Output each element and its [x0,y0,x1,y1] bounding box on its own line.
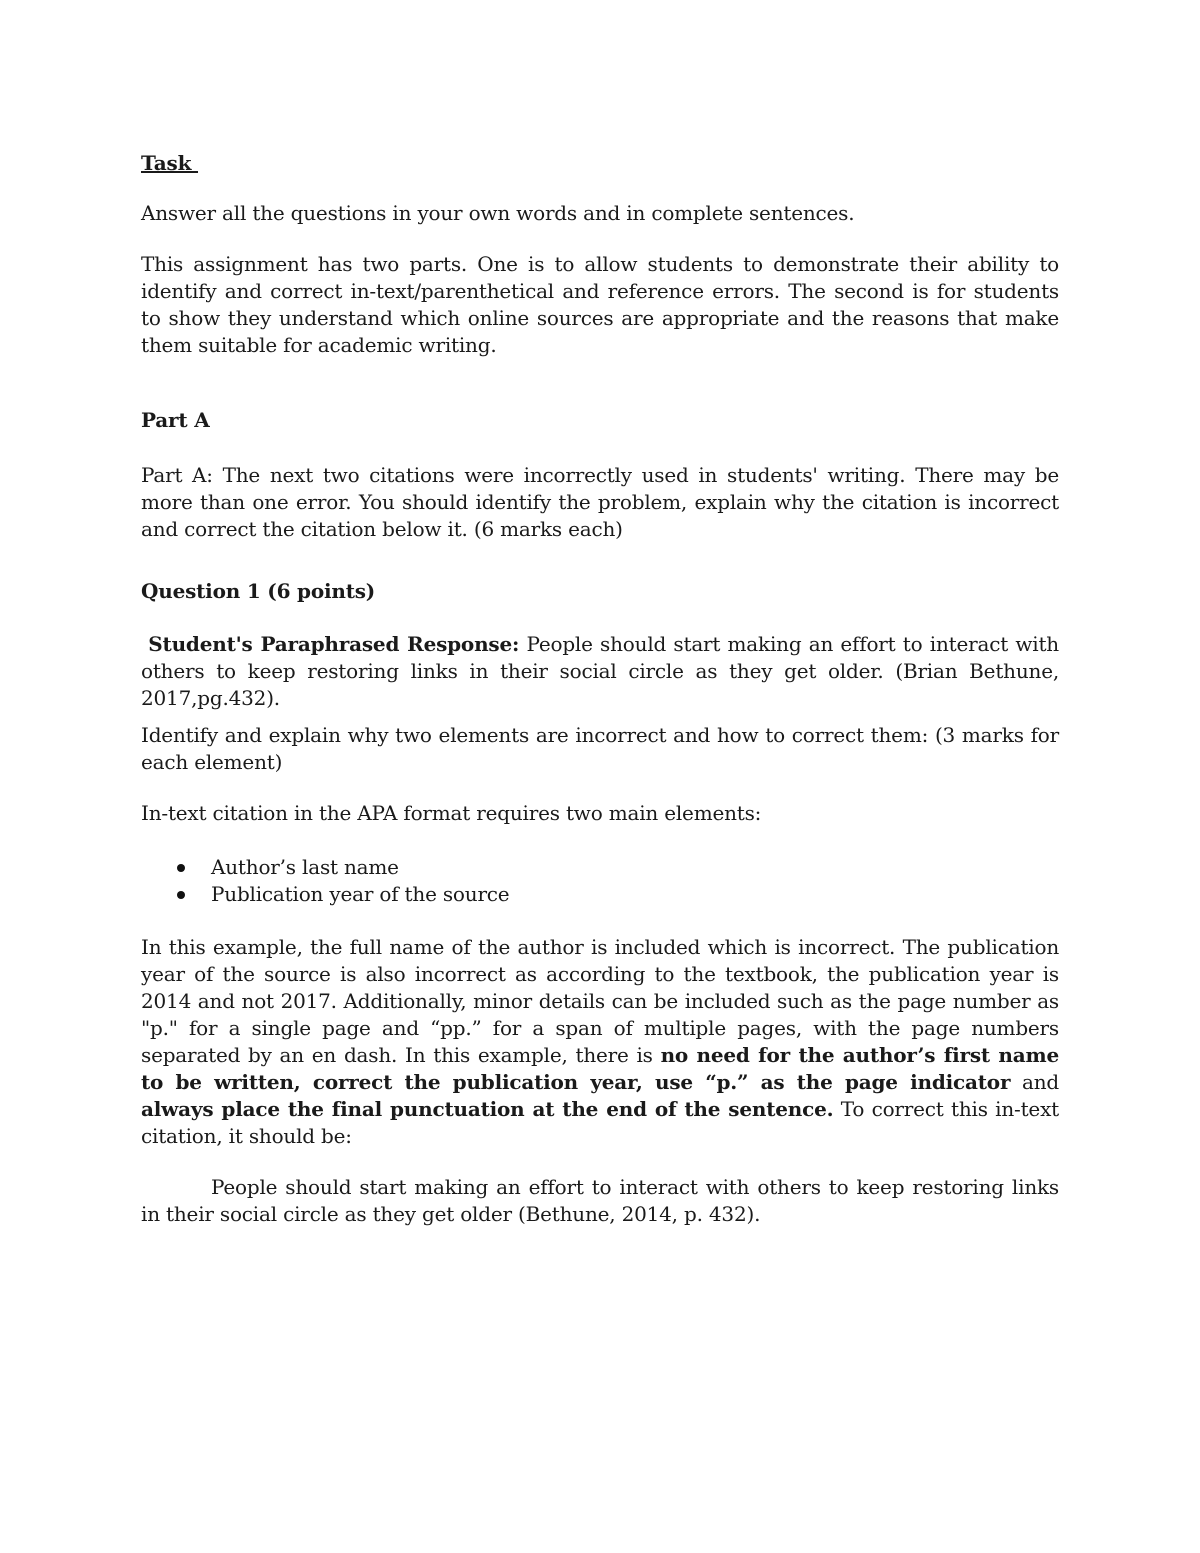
explanation-text: and [1010,1070,1059,1094]
explanation-emphasis: use “p.” as the page indicator [654,1070,1011,1094]
task-intro: This assignment has two parts. One is to allow students to demonstrate their ability to identify and correct in-text/parenthetical and reference errors. The second is for students to show they understand which online sources are appropriate and the reasons that make them suitable for academic writing. [141,252,1059,357]
task-instruction: Answer all the questions in your own words and in complete sentences. [141,201,855,225]
explanation-emphasis: no need for the author’s first name to be written [141,1043,1060,1094]
explanation-emphasis: always place the final punctuation at the end of the sentence. [141,1097,834,1121]
explanation-text: In this example, the full name of the author is included which is incorrect. The publication year of the source is also incorrect as according to the textbook, the publication year is 2014 and not 2017. Additionally, minor details can be included such as the page number as "p." for a single page and “pp.” for a span of multiple pages, with the page numbers separated by an en dash. In this example, there is [141,935,1059,1067]
student-response-text: People should start making an effort to interact with others to keep restoring links in their social circle as they get older. (Brian Bethune, 2017,pg.432). [141,632,1059,710]
list-item [141,881,1059,908]
explanation-text: To correct this in-text citation, it should be: [141,1097,1059,1148]
task-heading: Task [141,151,199,175]
apa-intro: In-text citation in the APA format requires two main elements: [141,801,762,825]
part-a-heading: Part A [141,408,210,432]
list-item-text: Publication year of the source [211,882,510,906]
student-response [141,631,1059,712]
student-response-label: Student's Paraphrased Response: [148,632,520,656]
bullet-icon [177,891,185,899]
list-item [141,854,1059,881]
bullet-icon [177,864,185,872]
explanation-paragraph [141,934,1059,1150]
explanation-separator: , [635,1070,655,1094]
question-1-prompt: Identify and explain why two elements are incorrect and how to correct them: (3 marks for each element) [141,723,1059,774]
part-a-description: Part A: The next two citations were incorrectly used in students' writing. There may be more than one error. You should identify the problem, explain why the citation is incorrect and correct the citation below it. (6 marks each) [141,463,1059,541]
question-1-heading: Question 1 (6 points) [141,579,376,603]
list-item-text: Author’s last name [211,855,399,879]
corrected-citation: People should start making an effort to interact with others to keep restoring links in their social circle as they get older (Bethune, 2014, p. 432). [141,1175,1059,1226]
explanation-emphasis: correct the publication year [312,1070,636,1094]
explanation-separator: , [293,1070,313,1094]
apa-elements-list [141,854,1059,908]
document-page [141,150,1059,1228]
